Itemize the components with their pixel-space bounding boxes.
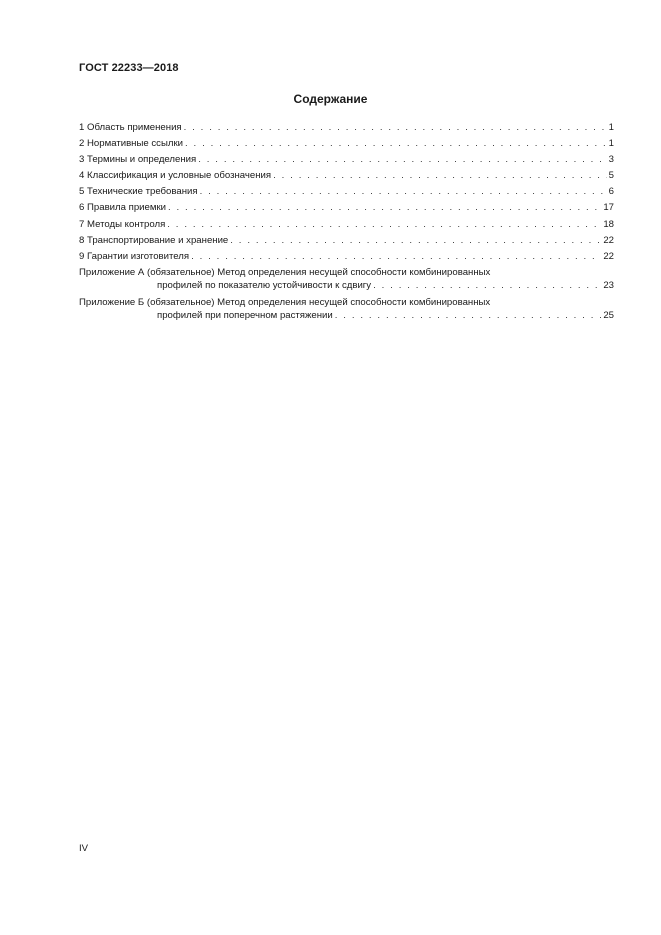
dot-leader xyxy=(168,200,601,216)
toc-entry[interactable] xyxy=(79,152,614,168)
toc-entry[interactable] xyxy=(79,233,614,249)
toc-annex-continuation xyxy=(79,279,614,292)
dot-leader xyxy=(184,120,607,136)
toc-entry-page: 22 xyxy=(603,250,614,262)
toc-annex-entry[interactable] xyxy=(79,296,614,322)
toc-entry-page: 17 xyxy=(603,202,614,214)
toc-annex-subtitle: профилей при поперечном растяжении xyxy=(157,309,333,321)
toc-entry-page: 5 xyxy=(608,170,614,182)
dot-leader xyxy=(191,249,601,265)
toc-entry[interactable] xyxy=(79,217,614,233)
toc-entry[interactable] xyxy=(79,120,614,136)
dot-leader xyxy=(167,217,601,233)
toc-annex-entry[interactable] xyxy=(79,266,614,292)
dot-leader xyxy=(273,168,607,184)
dot-leader xyxy=(198,152,606,168)
page-number: IV xyxy=(79,843,89,854)
toc-entry-label: 8 Транспортирование и хранение xyxy=(79,234,229,246)
toc-entry-page: 6 xyxy=(608,186,614,198)
dot-leader xyxy=(185,136,607,152)
toc-entry-label: 9 Гарантии изготовителя xyxy=(79,250,190,262)
dot-leader xyxy=(200,184,607,200)
toc-title: Содержание xyxy=(293,92,368,106)
toc-entry-page: 22 xyxy=(603,234,614,246)
toc-entry-label: 1 Область применения xyxy=(79,122,182,133)
toc-entry-label: 6 Правила приемки xyxy=(79,202,166,214)
dot-leader xyxy=(230,233,601,249)
toc-entry-label: 3 Термины и определения xyxy=(79,154,197,166)
toc-entry-page: 18 xyxy=(603,218,614,230)
toc-entry-label: 2 Нормативные ссылки xyxy=(79,138,184,150)
toc-entry-page: 25 xyxy=(603,309,614,321)
toc-entry-page: 3 xyxy=(608,154,614,166)
dot-leader xyxy=(373,279,601,292)
toc-entry[interactable] xyxy=(79,168,614,184)
toc-entry[interactable] xyxy=(79,249,614,265)
document-code: ГОСТ 22233—2018 xyxy=(79,62,179,74)
toc-entry-label: 5 Технические требования xyxy=(79,186,198,198)
toc-entry-page: 23 xyxy=(603,279,614,291)
toc-entry[interactable] xyxy=(79,136,614,152)
dot-leader xyxy=(335,309,602,322)
toc-annex-title: Приложение А (обязательное) Метод определения несущей способности комбинированных xyxy=(79,266,491,278)
toc-entry-page: 1 xyxy=(608,122,614,133)
toc-entry-label: 4 Классификация и условные обозначения xyxy=(79,170,272,182)
table-of-contents xyxy=(79,120,614,326)
toc-entry[interactable] xyxy=(79,200,614,216)
toc-annex-continuation xyxy=(79,309,614,322)
toc-entry[interactable] xyxy=(79,184,614,200)
toc-entry-page: 1 xyxy=(608,138,614,150)
toc-entry-label: 7 Методы контроля xyxy=(79,218,166,230)
toc-annex-title: Приложение Б (обязательное) Метод определения несущей способности комбинированных xyxy=(79,296,491,308)
toc-annex-subtitle: профилей по показателю устойчивости к сдвигу xyxy=(157,279,372,291)
